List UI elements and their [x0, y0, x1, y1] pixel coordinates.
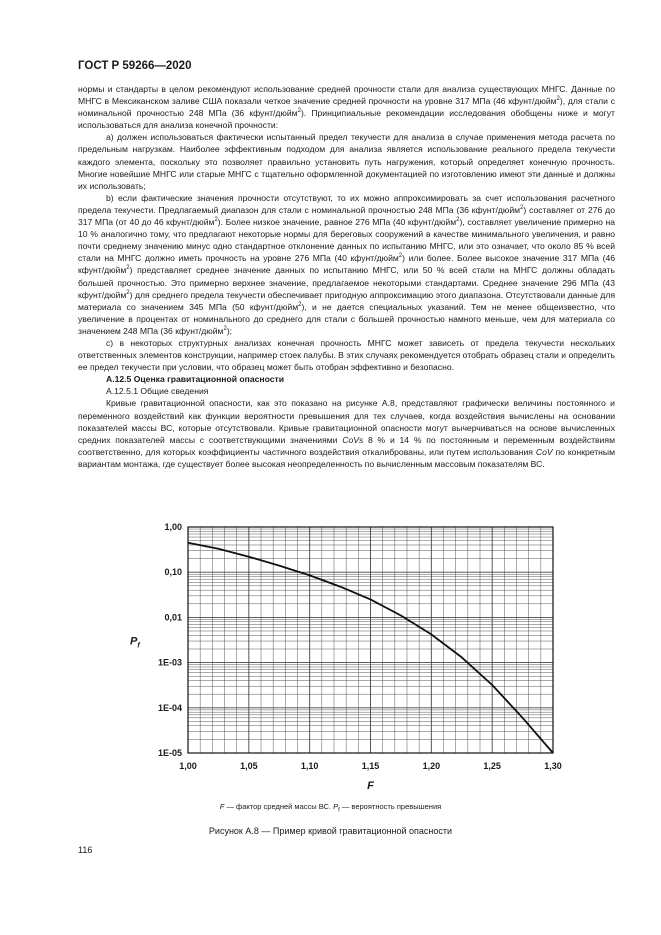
figure-note: F — фактор средней массы ВС. $P_f$ — вероятность превышения — [219, 802, 442, 814]
paragraph-p3: b) если фактические значения прочности отсутствуют, то их можно аппроксимировать за счет использования расчетного предела текучести. Предлагаемый диапазон для стали с номинальной прочностью 248 МПа (36 кфунт/дюйм$^2$) составляет от 276 до 317 МПа (от 40 до 46 кфунт/дюйм$^2$). Более низкое значение, равное 276 МПа (40 кфунт/дюйм$^2$), составляет увеличение примерно на 10 % аналогично тому, что предлагают некоторые нормы для береговых сооружений в качестве минимального увеличения, и равно почти среднему значению минус одно стандартное отклонение данных по испытанию МНГС, или это означает, что около 85 % всей стали на МНГС должно иметь прочность на уровне 276 МПа (40 кфунт/дюйм$^2$) или более. Более высокое значение 317 МПа (46 кфунт/дюйм$^2$) представляет среднее значение данных по испытанию МНГС, или 50 % всей стали на МНГС должны обладать большей прочностью. Это примерно верхнее значение, предлагаемое некоторыми стандартами. Среднее значение 296 МПа (43 кфунт/дюйм$^2$) для среднего предела текучести обеспечивает пригодную аппроксимацию этого диапазона. Отсутствовали данные для материала со значением 345 МПа (50 кфунт/дюйм$^2$), и не дается специальных указаний. Тем не менее общеизвестно, что увеличение в процентах от номинального до среднего для стали с большей прочностью намного меньше, чем для материала со значением 248 МПа (36 кфунт/дюйм$^2$); — [78, 192, 615, 336]
x-tick-label: 1,10 — [300, 761, 319, 771]
x-tick-label: 1,00 — [179, 761, 197, 771]
x-tick-label: 1,05 — [240, 761, 258, 771]
y-tick-label: 1E-04 — [157, 702, 182, 713]
y-axis-label: $P_f$ — [130, 635, 140, 650]
y-tick-label: 0,01 — [164, 612, 182, 623]
figure-caption: Рисунок A.8 — Пример кривой гравитационной опасности — [208, 826, 453, 836]
x-tick-label: 1,25 — [483, 761, 501, 771]
y-tick-label: 0,10 — [164, 567, 182, 578]
x-tick-label: 1,15 — [361, 761, 380, 771]
paragraph-p1: нормы и стандарты в целом рекомендуют использование средней прочности стали для анализа существующих МНГС. Данные по МНГС в Мексиканском заливе США показали четкое значение средней прочности на уровне 317 МПа (46 кфунт/дюйм$^2$), для стали с номинальной прочностью 248 МПа (36 кфунт/дюйм$^2$). Принципиальные рекомендации исследования обобщены ниже и могут использоваться для анализа конечной прочности: — [78, 84, 616, 131]
y-tick-label: 1E-05 — [157, 748, 182, 758]
x-axis-label: F — [367, 780, 374, 792]
gravity-hazard-chart — [120, 515, 570, 792]
body-text — [78, 83, 615, 470]
page-number: 116 — [78, 845, 93, 855]
paragraph-p4: c) в некоторых структурных анализах конечная прочность МНГС может зависеть от предела текучести нескольких ответственных элементов конструкции, например стоек палубы. В этих случаях рекомендуется отобрать образец стали и определить ее предел текучести при условии, что образец может быть отобран эффективно и безопасно. — [78, 337, 615, 373]
document-header: ГОСТ Р 59266—2020 — [78, 60, 192, 72]
paragraph-p6: A.12.5.1 Общие сведения — [106, 386, 209, 397]
y-tick-label: 1,00 — [164, 522, 182, 532]
x-tick-label: 1,20 — [422, 761, 441, 771]
y-tick-label: 1E-03 — [157, 657, 182, 668]
x-tick-label: 1,30 — [544, 761, 562, 771]
paragraph-p7: Кривые гравитационной опасности, как это показано на рисунке A.8, представляют графически величины постоянного и переменного воздействий как функции вероятности превышения для тех случаев, когда воздействия вычислены на основании показателей массы ВС, которые отсутствовали. Кривые гравитационной опасности могут вычерчиваться на основе вычисленных средних показателей массы с соответствующими значениями CoVs 8 % и 14 % по постоянным и переменным воздействиям соответственно, для которых коэффициенты частичного воздействия откалиброваны, или путем использования CoV по конкретным вариантам монтажа, где существует более высокая неопределенность по вычисленным массовым показателям ВС. — [78, 398, 615, 469]
paragraph-p5: A.12.5 Оценка гравитационной опасности — [106, 374, 284, 385]
paragraph-p2: a) должен использоваться фактически испытанный предел текучести для анализа в случае применения метода расчета по предельным нагрузкам. Наиболее эффективным подходом для анализа является использование реального предела текучести каждого элемента, поскольку это позволяет правильно установить путь нагружения, который определяет конечную прочность. Многие новейшие МНГС или старые МНГС с тщательно оформленной документацией по изготовлению имеют эти данные и должны их использовать; — [78, 132, 615, 191]
